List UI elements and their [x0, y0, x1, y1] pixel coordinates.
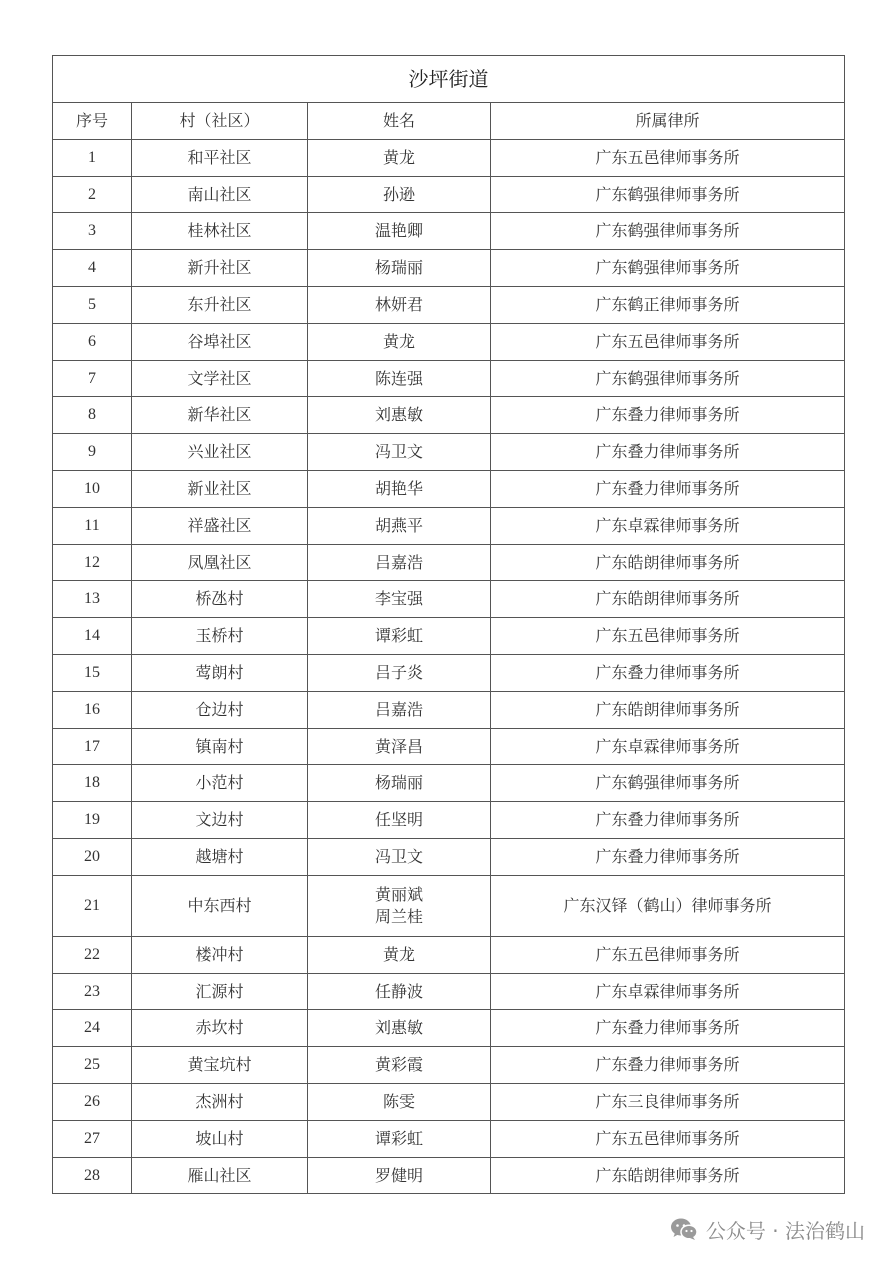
cell-no: 9	[53, 434, 132, 471]
lawyer-name: 林妍君	[374, 295, 423, 315]
cell-name	[308, 802, 491, 839]
lawyer-name: 任静波	[374, 981, 423, 1001]
table-title: 沙坪街道	[53, 56, 845, 103]
table-row	[53, 323, 845, 360]
cell-name	[308, 691, 491, 728]
cell-firm: 广东叠力律师事务所	[491, 654, 845, 691]
cell-no: 21	[53, 875, 132, 936]
cell-firm: 广东卓霖律师事务所	[491, 973, 845, 1010]
cell-no: 19	[53, 802, 132, 839]
table-row	[53, 397, 845, 434]
cell-community: 仓边村	[132, 691, 308, 728]
lawyer-name: 周兰桂	[374, 906, 423, 926]
cell-community: 凤凰社区	[132, 544, 308, 581]
header-no: 序号	[53, 103, 132, 140]
lawyer-name: 杨瑞丽	[374, 258, 423, 278]
table-title-row	[53, 56, 845, 103]
cell-name	[308, 936, 491, 973]
watermark	[670, 1214, 865, 1244]
cell-firm: 广东鹤强律师事务所	[491, 250, 845, 287]
cell-name	[308, 618, 491, 655]
lawyer-name: 刘惠敏	[374, 1018, 423, 1038]
cell-no: 18	[53, 765, 132, 802]
lawyer-name: 孙逊	[382, 184, 415, 204]
table-row	[53, 1157, 845, 1194]
cell-firm: 广东三良律师事务所	[491, 1083, 845, 1120]
cell-name	[308, 323, 491, 360]
lawyer-assignment-table	[52, 55, 845, 1194]
cell-no: 16	[53, 691, 132, 728]
cell-firm: 广东鹤强律师事务所	[491, 213, 845, 250]
cell-name	[308, 1120, 491, 1157]
table-row	[53, 434, 845, 471]
cell-no: 1	[53, 139, 132, 176]
header-name: 姓名	[308, 103, 491, 140]
lawyer-name: 黄彩霞	[374, 1055, 423, 1075]
wechat-icon	[670, 1217, 698, 1241]
table-row	[53, 838, 845, 875]
cell-no: 13	[53, 581, 132, 618]
table-row	[53, 470, 845, 507]
cell-name	[308, 213, 491, 250]
cell-firm: 广东叠力律师事务所	[491, 1010, 845, 1047]
lawyer-name: 谭彩虹	[374, 626, 423, 646]
lawyer-name: 黄泽昌	[374, 736, 423, 756]
table-row	[53, 936, 845, 973]
cell-community: 新华社区	[132, 397, 308, 434]
cell-no: 10	[53, 470, 132, 507]
lawyer-name: 吕子炎	[374, 663, 423, 683]
lawyer-name: 陈连强	[374, 368, 423, 388]
table-row	[53, 802, 845, 839]
table-row	[53, 1047, 845, 1084]
cell-no: 6	[53, 323, 132, 360]
cell-firm: 广东卓霖律师事务所	[491, 728, 845, 765]
lawyer-name: 冯卫文	[374, 442, 423, 462]
cell-name	[308, 875, 491, 936]
cell-no: 7	[53, 360, 132, 397]
cell-name	[308, 176, 491, 213]
table-row	[53, 213, 845, 250]
cell-no: 28	[53, 1157, 132, 1194]
cell-firm: 广东鹤强律师事务所	[491, 765, 845, 802]
table-row	[53, 973, 845, 1010]
cell-no: 20	[53, 838, 132, 875]
table-row	[53, 618, 845, 655]
table-row	[53, 507, 845, 544]
table-row	[53, 1120, 845, 1157]
cell-no: 22	[53, 936, 132, 973]
cell-no: 15	[53, 654, 132, 691]
cell-community: 兴业社区	[132, 434, 308, 471]
table-row	[53, 544, 845, 581]
cell-no: 26	[53, 1083, 132, 1120]
cell-no: 14	[53, 618, 132, 655]
table-row	[53, 1083, 845, 1120]
cell-no: 23	[53, 973, 132, 1010]
cell-community: 小范村	[132, 765, 308, 802]
cell-firm: 广东皓朗律师事务所	[491, 691, 845, 728]
lawyer-name: 陈雯	[382, 1092, 415, 1112]
cell-firm: 广东叠力律师事务所	[491, 434, 845, 471]
table-row	[53, 728, 845, 765]
table-row	[53, 360, 845, 397]
cell-community: 黄宝坑村	[132, 1047, 308, 1084]
lawyer-name: 黄龙	[382, 331, 415, 351]
table-row	[53, 176, 845, 213]
cell-no: 5	[53, 286, 132, 323]
table-row	[53, 691, 845, 728]
cell-name	[308, 544, 491, 581]
cell-firm: 广东鹤强律师事务所	[491, 176, 845, 213]
cell-firm: 广东鹤强律师事务所	[491, 360, 845, 397]
cell-firm: 广东叠力律师事务所	[491, 802, 845, 839]
cell-name	[308, 360, 491, 397]
table-row	[53, 286, 845, 323]
cell-community: 赤坎村	[132, 1010, 308, 1047]
cell-no: 12	[53, 544, 132, 581]
lawyer-name: 温艳卿	[374, 221, 423, 241]
cell-firm: 广东五邑律师事务所	[491, 618, 845, 655]
cell-no: 2	[53, 176, 132, 213]
table-row	[53, 139, 845, 176]
cell-firm: 广东叠力律师事务所	[491, 838, 845, 875]
cell-firm: 广东皓朗律师事务所	[491, 544, 845, 581]
lawyer-name: 杨瑞丽	[374, 773, 423, 793]
cell-firm: 广东卓霖律师事务所	[491, 507, 845, 544]
cell-community: 南山社区	[132, 176, 308, 213]
watermark-text: 公众号 · 法治鹤山	[705, 1218, 865, 1243]
lawyer-name: 谭彩虹	[374, 1128, 423, 1148]
cell-name	[308, 973, 491, 1010]
cell-community: 汇源村	[132, 973, 308, 1010]
cell-name	[308, 581, 491, 618]
cell-community: 谷埠社区	[132, 323, 308, 360]
cell-firm: 广东皓朗律师事务所	[491, 1157, 845, 1194]
lawyer-name: 吕嘉浩	[374, 699, 423, 719]
table-row	[53, 875, 845, 936]
cell-name	[308, 838, 491, 875]
cell-name	[308, 1047, 491, 1084]
cell-firm: 广东叠力律师事务所	[491, 1047, 845, 1084]
cell-no: 11	[53, 507, 132, 544]
table-row	[53, 654, 845, 691]
cell-community: 文边村	[132, 802, 308, 839]
table-row	[53, 765, 845, 802]
cell-firm: 广东五邑律师事务所	[491, 323, 845, 360]
cell-no: 3	[53, 213, 132, 250]
lawyer-name: 黄龙	[382, 944, 415, 964]
cell-community: 越塘村	[132, 838, 308, 875]
cell-name	[308, 1083, 491, 1120]
cell-name	[308, 1157, 491, 1194]
cell-no: 17	[53, 728, 132, 765]
cell-no: 4	[53, 250, 132, 287]
cell-firm: 广东五邑律师事务所	[491, 936, 845, 973]
cell-community: 玉桥村	[132, 618, 308, 655]
cell-firm: 广东汉铎（鹤山）律师事务所	[491, 875, 845, 936]
cell-community: 中东西村	[132, 875, 308, 936]
lawyer-name: 黄龙	[382, 147, 415, 167]
cell-name	[308, 507, 491, 544]
cell-firm: 广东鹤正律师事务所	[491, 286, 845, 323]
cell-community: 楼冲村	[132, 936, 308, 973]
lawyer-name: 刘惠敏	[374, 405, 423, 425]
cell-no: 25	[53, 1047, 132, 1084]
cell-community: 桥氹村	[132, 581, 308, 618]
table-row	[53, 1010, 845, 1047]
table-row	[53, 581, 845, 618]
header-community: 村（社区）	[132, 103, 308, 140]
cell-name	[308, 654, 491, 691]
cell-no: 8	[53, 397, 132, 434]
cell-firm: 广东五邑律师事务所	[491, 1120, 845, 1157]
cell-no: 24	[53, 1010, 132, 1047]
cell-community: 东升社区	[132, 286, 308, 323]
table-row	[53, 250, 845, 287]
cell-community: 雁山社区	[132, 1157, 308, 1194]
cell-community: 新升社区	[132, 250, 308, 287]
cell-community: 杰洲村	[132, 1083, 308, 1120]
header-firm: 所属律所	[491, 103, 845, 140]
cell-no: 27	[53, 1120, 132, 1157]
cell-name	[308, 286, 491, 323]
cell-name	[308, 434, 491, 471]
cell-community: 莺朗村	[132, 654, 308, 691]
cell-community: 文学社区	[132, 360, 308, 397]
cell-name	[308, 250, 491, 287]
cell-name	[308, 765, 491, 802]
cell-community: 桂林社区	[132, 213, 308, 250]
cell-community: 镇南村	[132, 728, 308, 765]
lawyer-name: 罗健明	[374, 1165, 423, 1185]
lawyer-name: 李宝强	[374, 589, 423, 609]
cell-community: 坡山村	[132, 1120, 308, 1157]
cell-name	[308, 470, 491, 507]
cell-firm: 广东叠力律师事务所	[491, 397, 845, 434]
cell-community: 新业社区	[132, 470, 308, 507]
cell-name	[308, 397, 491, 434]
cell-community: 和平社区	[132, 139, 308, 176]
lawyer-name: 胡燕平	[374, 515, 423, 535]
lawyer-name: 胡艳华	[374, 479, 423, 499]
cell-name	[308, 1010, 491, 1047]
lawyer-name: 任坚明	[374, 810, 423, 830]
cell-name	[308, 139, 491, 176]
lawyer-name: 吕嘉浩	[374, 552, 423, 572]
cell-firm: 广东五邑律师事务所	[491, 139, 845, 176]
cell-firm: 广东皓朗律师事务所	[491, 581, 845, 618]
table-header-row	[53, 103, 845, 140]
cell-firm: 广东叠力律师事务所	[491, 470, 845, 507]
cell-community: 祥盛社区	[132, 507, 308, 544]
cell-name	[308, 728, 491, 765]
lawyer-name: 冯卫文	[374, 847, 423, 867]
lawyer-name: 黄丽斌	[374, 885, 423, 905]
